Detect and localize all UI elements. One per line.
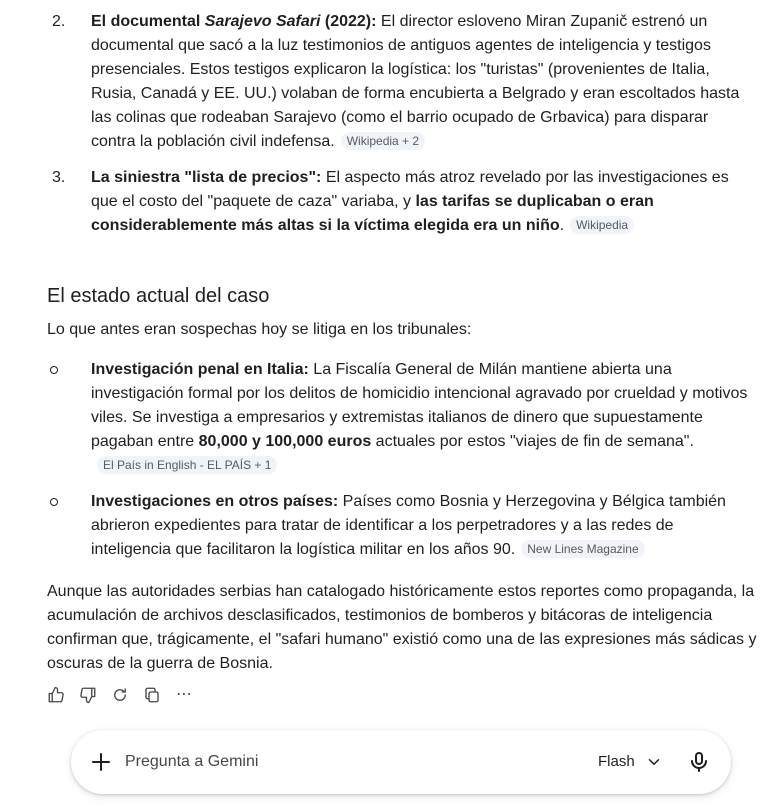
bullet-list <box>47 358 757 562</box>
list-item <box>47 10 757 154</box>
item-lead: Investigación penal en Italia: <box>91 361 309 378</box>
thumb-up-icon[interactable] <box>44 683 68 707</box>
item-text: El director esloveno Miran Zupanič estrenó un documental que sacó a la luz testimonios de antiguos agentes de inteligencia y testigos presenciales. Estos testigos explicaron la logística: los "turistas" (provenientes de Italia, Rusia, Canadá y EE. UU.) volaban de forma encubierta a Belgrado y eran escoltados hasta las colinas que rodeaban Sarajevo (como el barrio ocupado de Grbavica) para disparar contra la población civil indefensa. <box>91 13 740 150</box>
prompt-input[interactable]: Pregunta a Gemini <box>125 753 259 770</box>
item-lead: Investigaciones en otros países: <box>91 493 339 510</box>
bullet-circle-icon <box>50 498 58 506</box>
list-item: Investigación penal en Italia: La Fiscalía General de Milán mantiene abierta una investigación formal por los delitos de homicidio intencional agravado por crueldad y motivos viles. Se investiga a empresarios y extremistas italianos de dinero que supuestamente pagaban entre 80,000 y 100,000 euros actuales por estos "viajes de fin de semana".El País in English - EL PAÍS + 1 <box>47 358 757 478</box>
item-emphasis: las tarifas se duplicaban o eran considerablemente más altas si la víctima elegida era un niño <box>91 193 654 234</box>
film-title: Sarajevo Safari <box>204 13 321 30</box>
list-number: 3. <box>52 169 66 186</box>
section-heading: El estado actual del caso <box>47 285 270 307</box>
closing-paragraph: Aunque las autoridades serbias han catalogado históricamente estos reportes como propaganda, la acumulación de archivos desclasificados, testimonios de bomberos y bitácoras de inteligencia confirman que, trágicamente, el "safari humano" existió como una de las expresiones más sádicas y oscuras de la guerra de Bosnia. <box>47 583 757 672</box>
source-chip[interactable]: New Lines Magazine <box>521 540 644 558</box>
list-number: 2. <box>52 13 66 30</box>
microphone-icon[interactable] <box>687 750 711 774</box>
response-content <box>47 10 757 676</box>
item-text: El aspecto más atroz revelado por las investigaciones es que el costo del "paquete de caza" variaba, y <box>91 169 729 210</box>
source-chip[interactable]: Wikipedia + 2 <box>341 132 425 150</box>
numbered-list <box>47 10 757 238</box>
source-chip[interactable]: El País in English - EL PAÍS + 1 <box>97 456 277 474</box>
redo-icon[interactable] <box>108 683 132 707</box>
response-actions <box>44 683 196 707</box>
item-lead: La siniestra "lista de precios": <box>91 169 322 186</box>
chevron-down-icon <box>645 753 663 771</box>
copy-icon[interactable] <box>140 683 164 707</box>
plus-icon[interactable] <box>89 750 113 774</box>
section-intro: Lo que antes eran sospechas hoy se litiga en los tribunales: <box>47 321 472 338</box>
item-emphasis: 80,000 y 100,000 euros <box>198 433 372 450</box>
model-label: Flash <box>598 753 635 770</box>
bullet-circle-icon <box>50 366 58 374</box>
thumb-down-icon[interactable] <box>76 683 100 707</box>
model-selector[interactable] <box>598 750 663 774</box>
list-item <box>47 490 757 562</box>
source-chip[interactable]: Wikipedia <box>570 216 634 234</box>
item-text: La Fiscalía General de Milán mantiene abierta una investigación formal por los delitos de homicidio intencional agravado por crueldad y motivos viles. Se investiga a empresarios y extremistas italianos de dinero que supuestamente pagaban entre <box>91 361 748 450</box>
prompt-bar <box>71 730 731 794</box>
item-text: Países como Bosnia y Herzegovina y Bélgica también abrieron expedientes para tratar de identificar a los perpetradores y a las redes de inteligencia que facilitaron la logística militar en los años 90. <box>91 493 726 558</box>
list-item: 3. La siniestra "lista de precios": El aspecto más atroz revelado por las investigaciones es que el costo del "paquete de caza" variaba, y las tarifas se duplicaban o eran considerablemente más altas si la víctima elegida era un niño. Wikipedia <box>47 166 757 238</box>
more-icon[interactable]: ⋯ <box>176 686 192 703</box>
item-lead: El documental Sarajevo Safari (2022): <box>91 13 377 30</box>
